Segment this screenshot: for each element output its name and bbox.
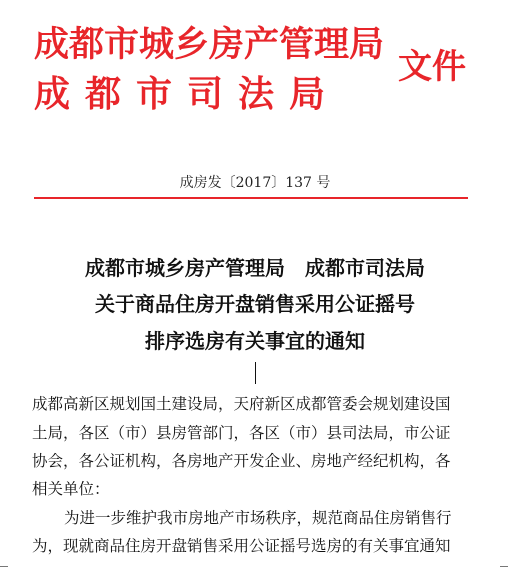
title-line-1: 成都市城乡房产管理局 成都市司法局 <box>85 256 425 280</box>
issuer-line-2: 成都市司法局 <box>34 74 341 115</box>
text-cursor <box>255 362 256 384</box>
page-corner-mark <box>0 566 8 567</box>
body-line: 为，现就商品住房开盘销售采用公证摇号选房的有关事宜通知 <box>32 537 451 555</box>
title-line-3: 排序选房有关事宜的通知 <box>145 329 365 353</box>
title-line-2: 关于商品住房开盘销售采用公证摇号 <box>95 292 415 316</box>
red-divider <box>34 197 468 199</box>
body-line: 成都高新区规划国土建设局，天府新区成都管委会规划建设国 <box>32 395 451 413</box>
body-line: 为进一步维护我市房地产市场秩序，规范商品住房销售行 <box>64 509 452 527</box>
body-line: 协会，各公证机构，各房地产开发企业、房地产经纪机构，各 <box>32 452 451 470</box>
body-line: 相关单位： <box>32 480 110 498</box>
document-number: 成房发〔2017〕137 号 <box>179 175 331 191</box>
page-corner-mark <box>500 566 508 567</box>
body-line: 土局，各区（市）县房管部门，各区（市）县司法局，市公证 <box>32 424 451 442</box>
document-header-suffix: 文件 <box>398 47 466 87</box>
issuer-line-1: 成都市城乡房产管理局 <box>34 25 385 65</box>
